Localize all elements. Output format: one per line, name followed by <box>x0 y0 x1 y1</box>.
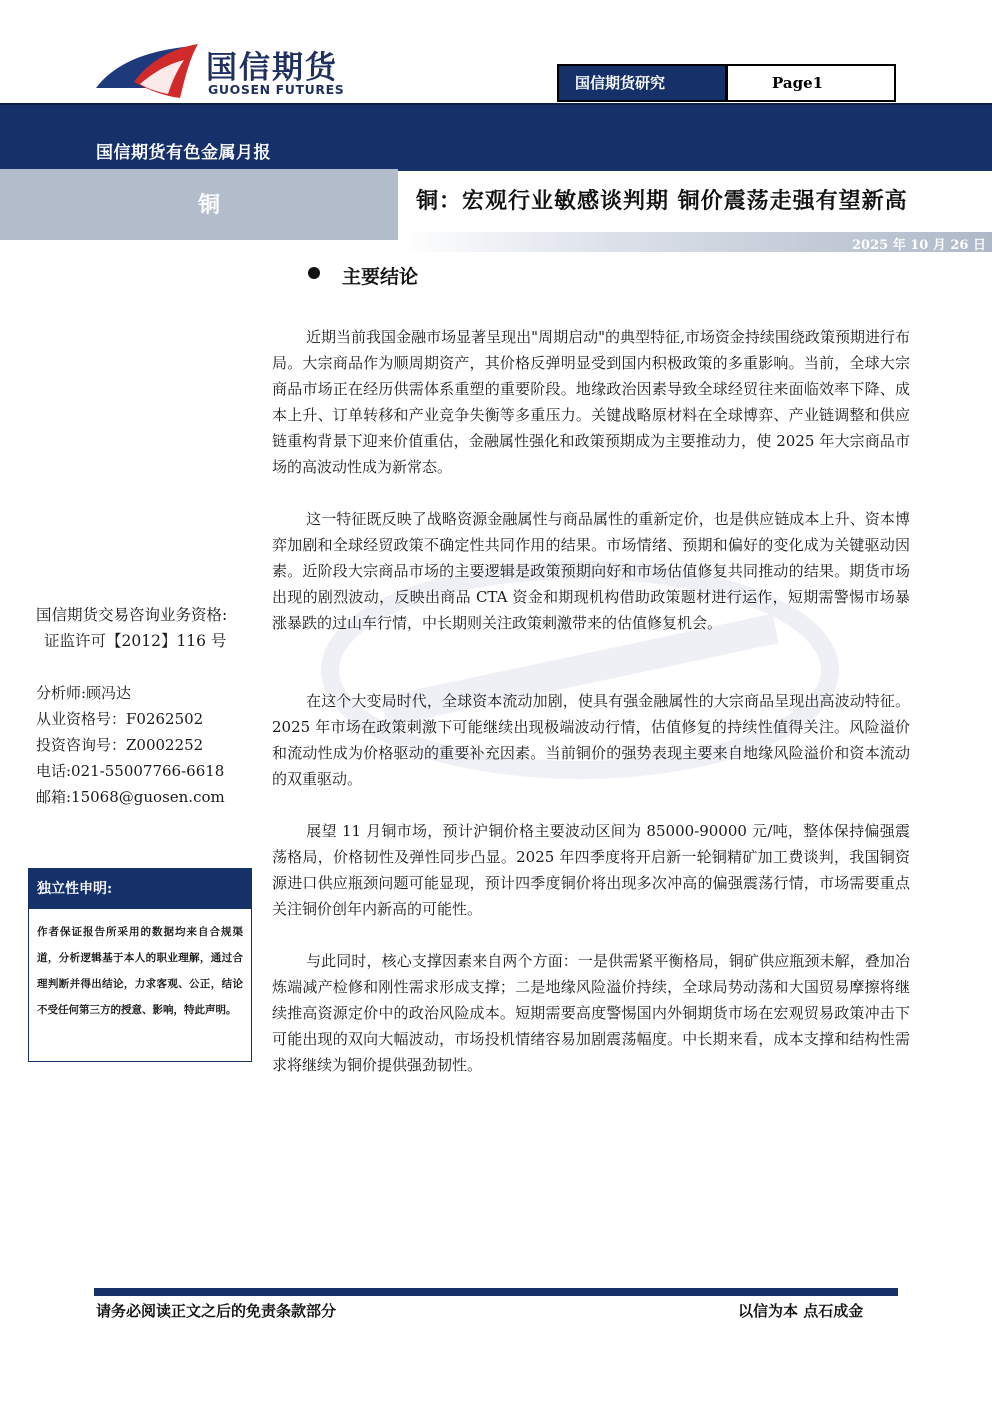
company-logo <box>94 38 364 102</box>
footer-disclaimer: 请务必阅读正文之后的免责条款部分 <box>96 1302 337 1320</box>
declaration-body: 作者保证报告所采用的数据均来自合规渠道，分析逻辑基于本人的职业理解，通过合理判断并得出结论，力求客观、公正，结论不受任何第三方的授意、影响，特此声明。 <box>37 926 243 1016</box>
analyst-license: 从业资格号：F0262502 <box>36 710 204 728</box>
logo-name-en: GUOSEN FUTURES <box>208 82 345 97</box>
page-label: Page1 <box>726 64 896 102</box>
analyst-email: 邮箱:15068@guosen.com <box>36 788 225 806</box>
report-date: 2025 年 10 月 26 日 <box>852 238 986 253</box>
logo-name-cn: 国信期货 <box>206 50 338 86</box>
report-series-title: 国信期货有色金属月报 <box>96 143 271 163</box>
paragraph-2: 这一特征既反映了战略资源金融属性与商品属性的重新定价，也是供应链成本上升、资本博弈加剧和全球经贸政策不确定性共同作用的结果。市场情绪、预期和偏好的变化成为关键驱动因素。近阶段大宗商品市场的主要逻辑是政策预期向好和市场估值修复共同推动的结果。期货市场出现的剧烈波动，反映出商品 CTA 资金和期现机构借助政策题材进行运作，短期需警惕市场暴涨暴跌的过山车行情，中长期则关注政策刺激带来的估值修复机会。 <box>272 510 910 632</box>
qualification-line-2: 证监许可【2012】116 号 <box>44 632 227 650</box>
qualification-info <box>36 602 266 654</box>
paragraph-5: 与此同时，核心支撑因素来自两个方面：一是供需紧平衡格局，铜矿供应瓶颈未解，叠加冶炼端减产检修和刚性需求形成支撑；二是地缘风险溢价持续，全球局势动荡和大国贸易摩擦将继续推高资源定价中的政治风险成本。短期需要高度警惕国内外铜期货市场在宏观贸易政策冲击下可能出现的双向大幅波动，市场投机情绪容易加剧震荡幅度。中长期来看，成本支撑和结构性需求将继续为铜价提供强劲韧性。 <box>272 952 910 1074</box>
analyst-name: 分析师:顾冯达 <box>36 684 132 702</box>
guosen-logo-icon <box>94 42 200 102</box>
paragraph-1: 近期当前我国金融市场显著呈现出"周期启动"的典型特征,市场资金持续围绕政策预期进行布局。大宗商品作为顺周期资产，其价格反弹明显受到国内积极政策的多重影响。当前，全球大宗商品市场正在经历供需体系重塑的重要阶段。地缘政治因素导致全球经贸往来面临效率下降、成本上升、订单转移和产业竞争失衡等多重压力。关键战略原材料在全球博弈、产业链调整和供应链重构背景下迎来价值重估，金融属性强化和政策预期成为主要推动力，使 2025 年大宗商品市场的高波动性成为新常态。 <box>272 328 910 476</box>
section-title: 主要结论 <box>342 266 419 288</box>
independence-declaration <box>28 868 252 1062</box>
analyst-info <box>36 680 266 810</box>
report-title: 铜：宏观行业敏感谈判期 铜价震荡走强有望新高 <box>416 188 908 214</box>
paragraph-4: 展望 11 月铜市场，预计沪铜价格主要波动区间为 85000-90000 元/吨，整体保持偏强震荡格局，价格韧性及弹性同步凸显。2025 年四季度将开启新一轮铜精矿加工费谈判，我国铜资源进口供应瓶颈问题可能显现，预计四季度铜价将出现多次冲高的偏强震荡行情，市场需要重点关注铜价创年内新高的可能性。 <box>272 822 910 918</box>
declaration-title: 独立性申明: <box>29 869 251 909</box>
analyst-consult-no: 投资咨询号：Z0002252 <box>36 736 204 754</box>
qualification-line-1: 国信期货交易咨询业务资格: <box>36 606 228 624</box>
footer-divider <box>94 1288 898 1296</box>
analyst-phone: 电话:021-55007766-6618 <box>36 762 225 780</box>
bullet-icon <box>308 267 320 279</box>
paragraph-3: 在这个大变局时代，全球资本流动加剧，使具有强金融属性的大宗商品呈现出高波动特征。2025 年市场在政策刺激下可能继续出现极端波动行情，估值修复的持续性值得关注。风险溢价和流动性成为价格驱动的重要补充因素。当前铜价的强势表现主要来自地缘风险溢价和资本流动的双重驱动。 <box>272 692 910 788</box>
footer-slogan: 以信为本 点石成金 <box>738 1302 864 1320</box>
research-label: 国信期货研究 <box>557 64 727 102</box>
commodity-label: 铜 <box>198 192 221 218</box>
